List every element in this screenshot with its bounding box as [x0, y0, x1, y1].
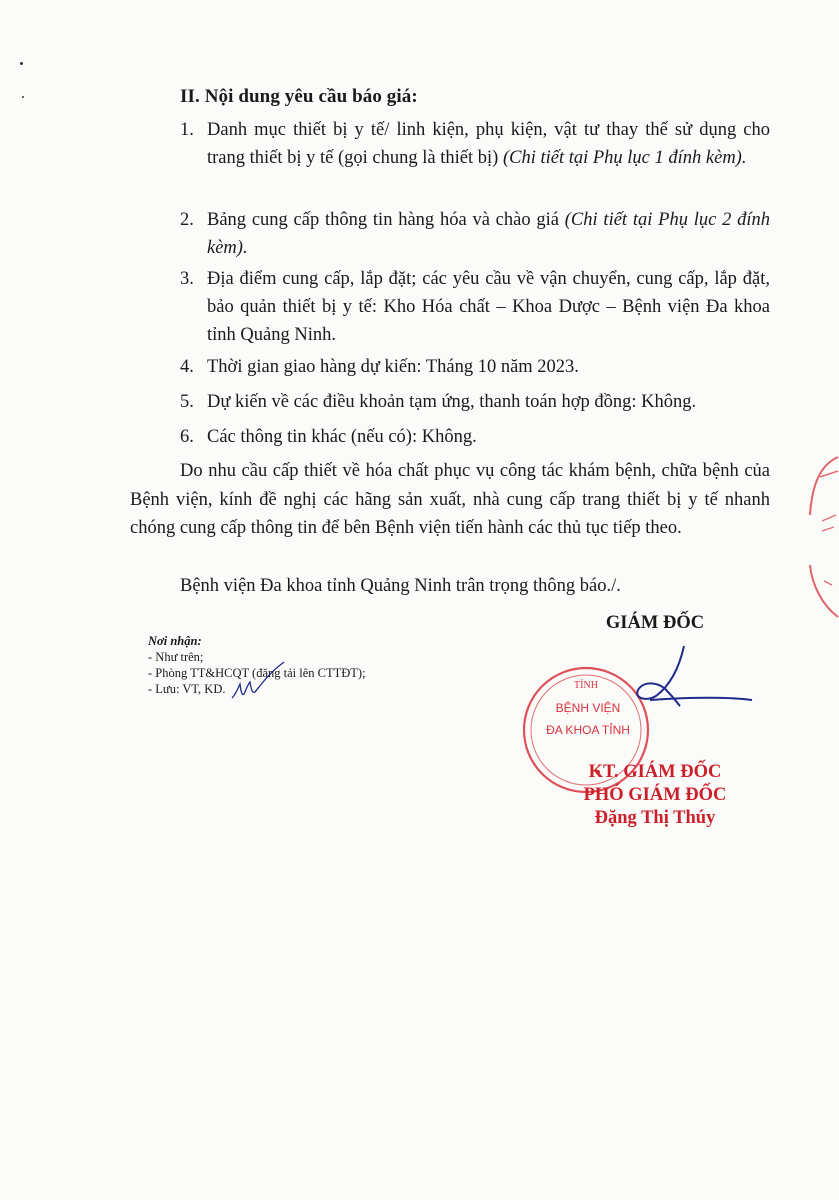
initials-signature-icon — [228, 658, 288, 704]
list-item-text: Danh mục thiết bị y tế/ linh kiện, phụ kiện, vật tư thay thế sử dụng cho trang thiết bị y tế (gọi chung là thiết bị) — [207, 120, 770, 168]
signer-name: Đặng Thị Thúy — [594, 808, 716, 828]
handwritten-signature-icon — [590, 640, 760, 730]
scan-speck — [22, 96, 24, 98]
scan-speck — [20, 62, 23, 65]
recipient-line: - Như trên; — [148, 650, 204, 664]
section-heading: II. Nội dung yêu cầu báo giá: — [180, 86, 418, 107]
body-paragraph: Do nhu cầu cấp thiết về hóa chất phục vụ công tác khám bệnh, chữa bệnh của Bệnh viện, kính đề nghị các hãng sản xuất, nhà cung cấp trang thiết bị y tế nhanh chóng cung cấp thông tin để bên Bệnh viện tiến hành các thủ tục tiếp theo. — [130, 461, 770, 538]
list-item-note: (Chi tiết tại Phụ lục 1 đính kèm). — [502, 148, 747, 168]
seal-line-1: BỆNH VIỆN — [555, 701, 621, 715]
deputy-subtitle: PHÓ GIÁM ĐỐC — [583, 785, 727, 805]
list-item-number: 3. — [180, 269, 194, 289]
list-item — [180, 423, 770, 451]
list-item-number: 1. — [180, 120, 194, 140]
list-item-text: Bảng cung cấp thông tin hàng hóa và chào giá — [207, 210, 565, 230]
list-item-text: Các thông tin khác (nếu có): Không. — [207, 427, 477, 447]
list-item — [180, 206, 770, 262]
list-item — [180, 353, 770, 381]
page-seal-fragment-icon — [806, 455, 839, 625]
closing-line: Bệnh viện Đa khoa tỉnh Quảng Ninh trân trọng thông báo./. — [180, 576, 621, 596]
list-item-note: (Chi tiết tại Phụ lục 2 đính kèm). — [207, 210, 771, 258]
list-item-text: Thời gian giao hàng dự kiến: Tháng 10 năm 2023. — [207, 357, 579, 377]
list-item — [180, 388, 770, 416]
list-item — [180, 116, 770, 172]
signature-position: GIÁM ĐỐC — [605, 613, 705, 633]
seal-line-2: ĐA KHOA TỈNH — [546, 723, 630, 737]
list-item-number: 2. — [180, 210, 194, 230]
recipient-line: - Phòng TT&HCQT (đăng tải lên CTTĐT); — [148, 666, 366, 680]
list-item — [180, 265, 770, 349]
list-item-number: 5. — [180, 392, 194, 412]
seal-top-text: TỈNH — [574, 680, 598, 691]
recipient-line: - Lưu: VT, KD. — [148, 682, 226, 696]
recipients-title: Nơi nhận: — [148, 634, 202, 648]
list-item-number: 4. — [180, 357, 194, 377]
deputy-title: KT. GIÁM ĐỐC — [588, 762, 722, 782]
list-item-number: 6. — [180, 427, 194, 447]
list-item-text: Địa điểm cung cấp, lắp đặt; các yêu cầu về vận chuyển, cung cấp, lắp đặt, bảo quản thiết bị y tế: Kho Hóa chất – Khoa Dược – Bệnh viện Đa khoa tỉnh Quảng Ninh. — [207, 269, 770, 345]
list-item-text: Dự kiến về các điều khoản tạm ứng, thanh toán hợp đồng: Không. — [207, 392, 697, 412]
